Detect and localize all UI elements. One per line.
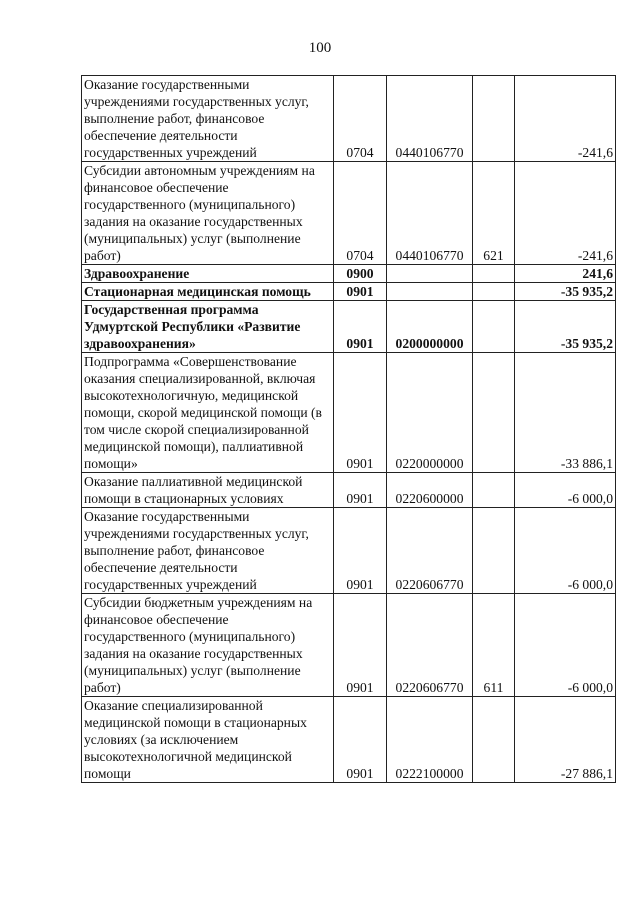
target-code-cell: 0220606770	[387, 594, 473, 697]
table-row	[82, 265, 616, 283]
row-name-cell: Оказание государственными учреждениями государственных услуг, выполнение работ, финансовое обеспечение деятельности государственных учреждений	[82, 76, 334, 162]
section-code-cell: 0901	[334, 594, 387, 697]
target-code-cell	[387, 283, 473, 301]
section-code-cell: 0704	[334, 76, 387, 162]
row-name-cell: Субсидии автономным учреждениям на финансовое обеспечение государственного (муниципального) задания на оказание государственных (муниципальных) услуг (выполнение работ)	[82, 162, 334, 265]
expense-type-cell: 611	[473, 594, 515, 697]
row-name-cell: Оказание специализированной медицинской помощи в стационарных условиях (за исключением высокотехнологичной медицинской помощи	[82, 697, 334, 783]
section-code-cell: 0704	[334, 162, 387, 265]
expense-type-cell	[473, 697, 515, 783]
table-row	[82, 283, 616, 301]
section-code-cell: 0901	[334, 301, 387, 353]
row-name-cell: Оказание государственными учреждениями государственных услуг, выполнение работ, финансовое обеспечение деятельности государственных учреждений	[82, 508, 334, 594]
target-code-cell: 0440106770	[387, 76, 473, 162]
expense-type-cell	[473, 265, 515, 283]
expense-type-cell	[473, 301, 515, 353]
table-row	[82, 76, 616, 162]
section-code-cell: 0901	[334, 353, 387, 473]
expense-type-cell	[473, 508, 515, 594]
table-row	[82, 697, 616, 783]
amount-cell: -27 886,1	[515, 697, 616, 783]
expense-type-cell	[473, 76, 515, 162]
amount-cell: -6 000,0	[515, 594, 616, 697]
amount-cell: -6 000,0	[515, 508, 616, 594]
amount-cell: 241,6	[515, 265, 616, 283]
target-code-cell: 0222100000	[387, 697, 473, 783]
expense-type-cell: 621	[473, 162, 515, 265]
table-row	[82, 508, 616, 594]
row-name-cell: Субсидии бюджетным учреждениям на финансовое обеспечение государственного (муниципального) задания на оказание государственных (муниципальных) услуг (выполнение работ)	[82, 594, 334, 697]
target-code-cell: 0220000000	[387, 353, 473, 473]
amount-cell: -35 935,2	[515, 301, 616, 353]
table-row	[82, 353, 616, 473]
target-code-cell: 0220606770	[387, 508, 473, 594]
row-name-cell: Государственная программа Удмуртской Республики «Развитие здравоохранения»	[82, 301, 334, 353]
row-name-cell: Оказание паллиативной медицинской помощи в стационарных условиях	[82, 473, 334, 508]
table-row	[82, 301, 616, 353]
target-code-cell: 0200000000	[387, 301, 473, 353]
section-code-cell: 0901	[334, 697, 387, 783]
section-code-cell: 0901	[334, 283, 387, 301]
target-code-cell: 0220600000	[387, 473, 473, 508]
section-code-cell: 0901	[334, 473, 387, 508]
row-name-cell: Стационарная медицинская помощь	[82, 283, 334, 301]
row-name-cell: Здравоохранение	[82, 265, 334, 283]
row-name-cell: Подпрограмма «Совершенствование оказания специализированной, включая высокотехнологичную, медицинской помощи, скорой медицинской помощи (в том числе скорой специализированной медицинской помощи), паллиативной помощи»	[82, 353, 334, 473]
expense-type-cell	[473, 283, 515, 301]
target-code-cell	[387, 265, 473, 283]
amount-cell: -6 000,0	[515, 473, 616, 508]
budget-table	[81, 75, 616, 783]
amount-cell: -241,6	[515, 76, 616, 162]
amount-cell: -33 886,1	[515, 353, 616, 473]
table-row	[82, 473, 616, 508]
expense-type-cell	[473, 473, 515, 508]
section-code-cell: 0901	[334, 508, 387, 594]
budget-table-body	[82, 76, 616, 783]
table-row	[82, 162, 616, 265]
amount-cell: -241,6	[515, 162, 616, 265]
table-row	[82, 594, 616, 697]
target-code-cell: 0440106770	[387, 162, 473, 265]
section-code-cell: 0900	[334, 265, 387, 283]
page-number: 100	[308, 40, 332, 56]
amount-cell: -35 935,2	[515, 283, 616, 301]
expense-type-cell	[473, 353, 515, 473]
